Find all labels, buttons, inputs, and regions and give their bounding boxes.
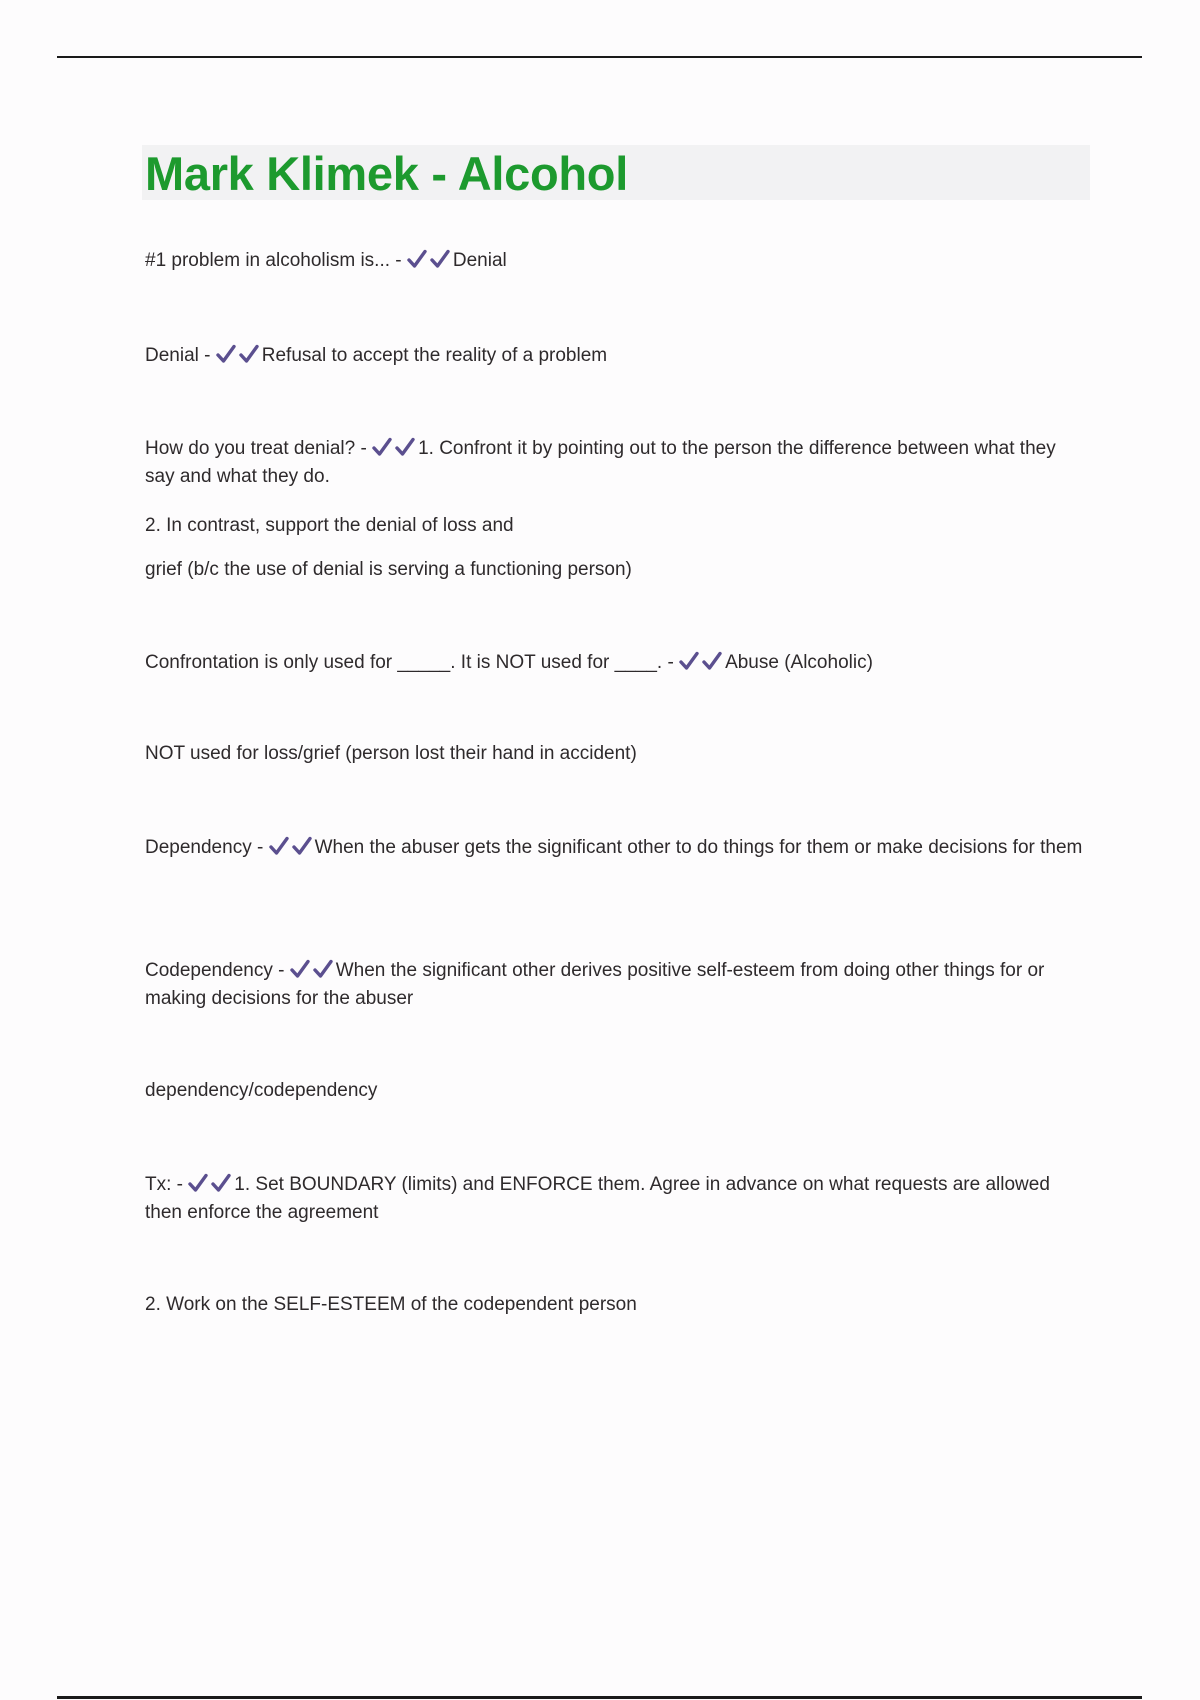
check-mark-icon	[407, 249, 427, 269]
check-mark-icon	[211, 1173, 231, 1193]
check-mark-icon	[269, 836, 289, 856]
check-mark-icon	[430, 249, 450, 269]
answer-text: When the abuser gets the significant other to do things for them or make decisions for them	[314, 837, 1083, 858]
qa-item-1	[145, 247, 1090, 275]
answer-text: Denial	[452, 250, 507, 271]
check-mark-icon	[679, 651, 699, 671]
check-mark-icon	[216, 344, 236, 364]
check-mark-icon	[188, 1173, 208, 1193]
answer-text: Abuse (Alcoholic)	[725, 652, 873, 673]
check-mark-icon	[313, 959, 333, 979]
question-text: Denial -	[145, 345, 211, 366]
qa-item-4	[145, 649, 1090, 677]
check-mark-icon	[290, 959, 310, 979]
check-mark-icon	[372, 437, 392, 457]
answer-text: When the significant other derives positive self-esteem from doing other things for or making decisions for the abuser	[145, 960, 1045, 1009]
qa-item-5	[145, 834, 1090, 862]
question-text: How do you treat denial? -	[145, 438, 367, 459]
page-title: Mark Klimek - Alcohol	[145, 147, 628, 200]
answer-text: 1. Set BOUNDARY (limits) and ENFORCE them. Agree in advance on what requests are allowed then enforce the agreement	[145, 1174, 1050, 1223]
question-text: Tx: -	[145, 1174, 183, 1195]
text-line: NOT used for loss/grief (person lost their hand in accident)	[145, 743, 637, 764]
qa-item-6	[145, 957, 1090, 1013]
text-line: 2. Work on the SELF-ESTEEM of the codependent person	[145, 1294, 637, 1315]
qa-item-2	[145, 342, 1090, 370]
text-line: grief (b/c the use of denial is serving a functioning person)	[145, 559, 632, 580]
qa-item-3	[145, 435, 1090, 491]
text-line: dependency/codependency	[145, 1080, 378, 1101]
check-mark-icon	[702, 651, 722, 671]
text-line: 2. In contrast, support the denial of loss and	[145, 515, 514, 536]
question-text: Codependency -	[145, 960, 285, 981]
bottom-rule	[57, 1696, 1142, 1699]
answer-text: 1. Confront it by pointing out to the person the difference between what they say and what they do.	[145, 438, 1056, 487]
question-text: Dependency -	[145, 837, 264, 858]
check-mark-icon	[292, 836, 312, 856]
question-text: Confrontation is only used for _____. It is NOT used for ____. -	[145, 652, 674, 673]
check-mark-icon	[239, 344, 259, 364]
question-text: #1 problem in alcoholism is... -	[145, 250, 402, 271]
top-rule	[57, 56, 1142, 58]
check-mark-icon	[395, 437, 415, 457]
answer-text: Refusal to accept the reality of a problem	[261, 345, 608, 366]
qa-item-7	[145, 1171, 1090, 1227]
